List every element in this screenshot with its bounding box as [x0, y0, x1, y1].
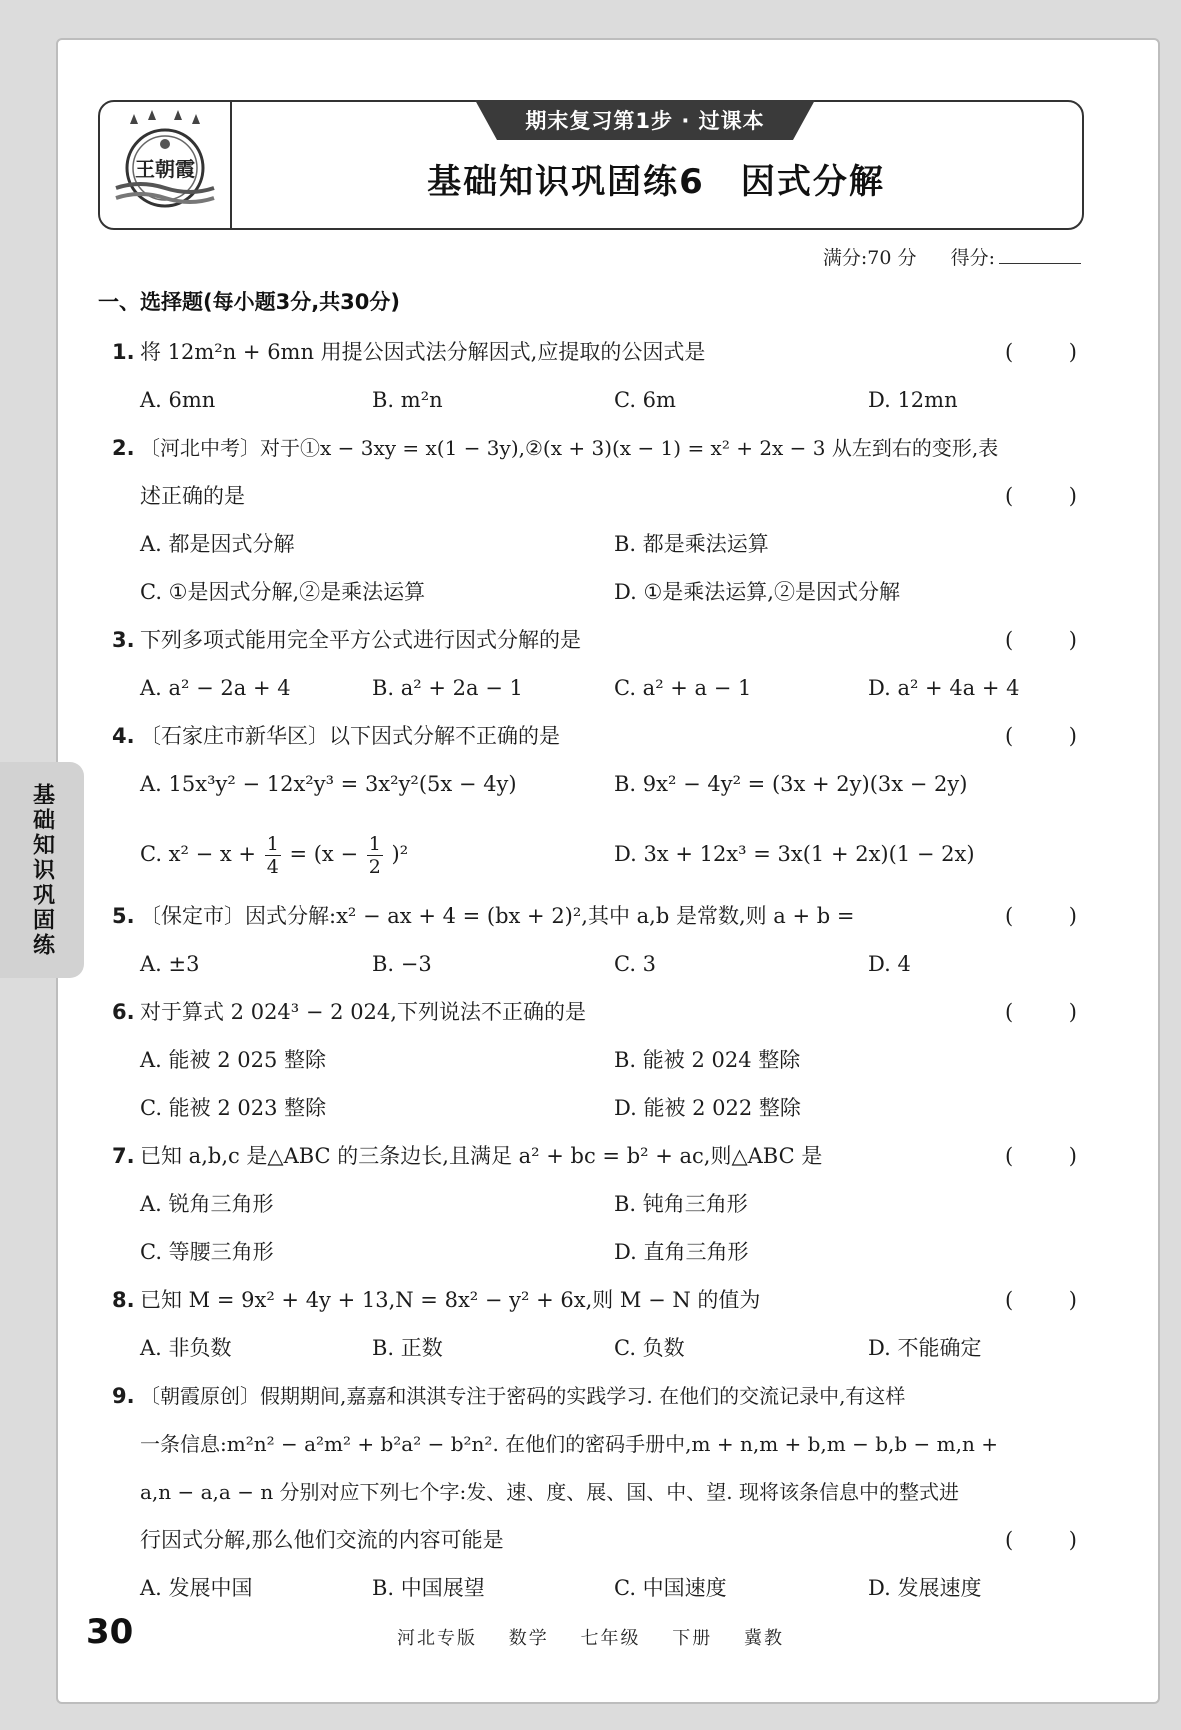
option-b[interactable]: B. 正数: [372, 1336, 443, 1360]
question-number: 8.: [112, 1288, 135, 1312]
logo-emblem-icon: [110, 110, 220, 220]
question-5: [0, 896, 1181, 936]
question-7: [0, 1136, 1181, 1176]
option-a[interactable]: A. ±3: [140, 952, 200, 976]
publisher-logo: [100, 102, 232, 228]
question-number: 1.: [112, 340, 135, 364]
question-number: 3.: [112, 628, 135, 652]
page-title: 基础知识巩固练6 因式分解: [427, 162, 885, 202]
option-a[interactable]: A. 6mn: [140, 388, 216, 412]
question-text-cont: 行因式分解,那么他们交流的内容可能是: [140, 1528, 504, 1552]
option-d[interactable]: D. ①是乘法运算,②是因式分解: [614, 580, 900, 604]
options-7-row1: [0, 1184, 1181, 1224]
option-a[interactable]: A. a² − 2a + 4: [140, 676, 291, 700]
option-a[interactable]: A. 都是因式分解: [140, 532, 295, 556]
answer-paren[interactable]: ( ): [1005, 340, 1077, 364]
question-9-cont2: [0, 1472, 1181, 1512]
footer-grade: 七年级: [580, 1628, 641, 1649]
option-d[interactable]: D. 4: [868, 952, 911, 976]
side-tab-label: 基础知识巩固练: [29, 782, 55, 958]
question-text-cont: a,n − a,a − n 分别对应下列七个字:发、速、度、展、国、中、望. 现将该条信息中的整式进: [140, 1480, 960, 1504]
question-1: [0, 332, 1181, 372]
option-b[interactable]: B. 中国展望: [372, 1576, 485, 1600]
option-c[interactable]: C. 能被 2 023 整除: [140, 1096, 327, 1120]
footer-subject: 数学: [508, 1628, 549, 1649]
options-5: [0, 944, 1181, 984]
answer-paren[interactable]: ( ): [1005, 904, 1077, 928]
option-d[interactable]: D. 3x + 12x³ = 3x(1 + 2x)(1 − 2x): [614, 842, 975, 866]
question-3: [0, 620, 1181, 660]
question-9: [0, 1376, 1181, 1416]
options-4-row2: [0, 826, 1181, 882]
options-3: [0, 668, 1181, 708]
options-9: [0, 1568, 1181, 1608]
page-number: 30: [86, 1612, 134, 1652]
question-8: [0, 1280, 1181, 1320]
header-banner: [475, 100, 815, 140]
option-d[interactable]: D. 直角三角形: [614, 1240, 749, 1264]
question-text-cont: 一条信息:m²n² − a²m² + b²a² − b²n². 在他们的密码手册中,m + n,m + b,m − b,b − m,n +: [140, 1432, 998, 1456]
options-6-row2: [0, 1088, 1181, 1128]
question-9-cont1: [0, 1424, 1181, 1464]
question-text: 下列多项式能用完全平方公式进行因式分解的是: [140, 628, 581, 652]
question-4: [0, 716, 1181, 756]
question-text: 〔河北中考〕对于①x − 3xy = x(1 − 3y),②(x + 3)(x − 1) = x² + 2x − 3 从左到右的变形,表: [140, 436, 999, 460]
fraction-one-half: $\frac{1}{2}$: [368, 833, 381, 878]
question-text: 已知 a,b,c 是△ABC 的三条边长,且满足 a² + bc = b² + ac,则△ABC 是: [140, 1144, 823, 1168]
score-label: 得分:: [950, 247, 995, 269]
question-text: 对于算式 2 024³ − 2 024,下列说法不正确的是: [140, 1000, 586, 1024]
option-a[interactable]: A. 非负数: [140, 1336, 232, 1360]
options-1: [0, 380, 1181, 420]
answer-paren[interactable]: ( ): [1005, 628, 1077, 652]
footer-volume: 下册: [672, 1628, 713, 1649]
option-c[interactable]: C. a² + a − 1: [614, 676, 752, 700]
answer-paren[interactable]: ( ): [1005, 1000, 1077, 1024]
question-text-cont: 述正确的是: [140, 484, 245, 508]
options-8: [0, 1328, 1181, 1368]
option-b[interactable]: B. 能被 2 024 整除: [614, 1048, 801, 1072]
option-d[interactable]: D. 不能确定: [868, 1336, 982, 1360]
question-number: 7.: [112, 1144, 135, 1168]
full-score-label: 满分:70 分: [822, 247, 917, 269]
option-d[interactable]: D. 12mn: [868, 388, 958, 412]
options-4-row1: [0, 764, 1181, 804]
option-a[interactable]: A. 锐角三角形: [140, 1192, 274, 1216]
option-c[interactable]: C. 3: [614, 952, 657, 976]
option-b[interactable]: B. m²n: [372, 388, 443, 412]
question-number: 2.: [112, 436, 135, 460]
option-a[interactable]: A. 能被 2 025 整除: [140, 1048, 326, 1072]
question-number: 4.: [112, 724, 135, 748]
option-c[interactable]: C. 负数: [614, 1336, 685, 1360]
question-text: 将 12m²n + 6mn 用提公因式法分解因式,应提取的公因式是: [140, 340, 706, 364]
option-a[interactable]: A. 15x³y² − 12x²y³ = 3x²y²(5x − 4y): [140, 772, 517, 796]
question-text: 已知 M = 9x² + 4y + 13,N = 8x² − y² + 6x,则 M − N 的值为: [140, 1288, 761, 1312]
footer-publisher: 冀教: [743, 1628, 784, 1649]
answer-paren[interactable]: ( ): [1005, 724, 1077, 748]
option-b[interactable]: B. 钝角三角形: [614, 1192, 748, 1216]
options-7-row2: [0, 1232, 1181, 1272]
option-c[interactable]: C. 等腰三角形: [140, 1240, 274, 1264]
score-line: [823, 243, 1081, 270]
score-blank[interactable]: [999, 263, 1081, 264]
question-text: 〔朝霞原创〕假期期间,嘉嘉和淇淇专注于密码的实践学习. 在他们的交流记录中,有这样: [140, 1384, 906, 1408]
option-b[interactable]: B. 都是乘法运算: [614, 532, 769, 556]
question-number: 6.: [112, 1000, 135, 1024]
question-text: 〔保定市〕因式分解:x² − ax + 4 = (bx + 2)²,其中 a,b 是常数,则 a + b =: [140, 904, 855, 928]
option-c[interactable]: C. 6m: [614, 388, 676, 412]
svg-text:王朝霞: 王朝霞: [135, 157, 195, 181]
footer-edition: 河北专版: [397, 1628, 478, 1649]
answer-paren[interactable]: ( ): [1005, 1288, 1077, 1312]
option-b[interactable]: B. a² + 2a − 1: [372, 676, 523, 700]
option-b[interactable]: B. −3: [372, 952, 432, 976]
answer-paren[interactable]: ( ): [1005, 484, 1077, 508]
option-d[interactable]: D. 能被 2 022 整除: [614, 1096, 801, 1120]
question-2: [0, 428, 1181, 468]
section-title: 一、选择题(每小题3分,共30分): [98, 290, 401, 314]
option-a[interactable]: A. 发展中国: [140, 1576, 253, 1600]
banner-text: 期末复习第1步 · 过课本: [525, 109, 765, 133]
option-c[interactable]: C. ①是因式分解,②是乘法运算: [140, 580, 426, 604]
question-text: 〔石家庄市新华区〕以下因式分解不正确的是: [140, 724, 560, 748]
question-number: 9.: [112, 1384, 135, 1408]
option-d[interactable]: D. 发展速度: [868, 1576, 982, 1600]
options-2-row1: [0, 524, 1181, 564]
option-c[interactable]: C. 中国速度: [614, 1576, 727, 1600]
options-6-row1: [0, 1040, 1181, 1080]
fraction-one-quarter: $\frac{1}{4}$: [266, 833, 279, 878]
question-2-cont: [0, 476, 1181, 516]
answer-paren[interactable]: ( ): [1005, 1144, 1077, 1168]
option-c[interactable]: C. x² − x + $\frac{1}{4}$ = (x − $\frac{1}{2}$ )²: [140, 833, 409, 878]
options-2-row2: [0, 572, 1181, 612]
answer-paren[interactable]: ( ): [1005, 1528, 1077, 1552]
question-6: [0, 992, 1181, 1032]
header-box: [98, 100, 1084, 230]
question-number: 5.: [112, 904, 135, 928]
footer: [0, 1624, 1181, 1650]
side-tab: [0, 762, 84, 978]
option-b[interactable]: B. 9x² − 4y² = (3x + 2y)(3x − 2y): [614, 772, 968, 796]
question-9-cont3: [0, 1520, 1181, 1560]
option-d[interactable]: D. a² + 4a + 4: [868, 676, 1020, 700]
